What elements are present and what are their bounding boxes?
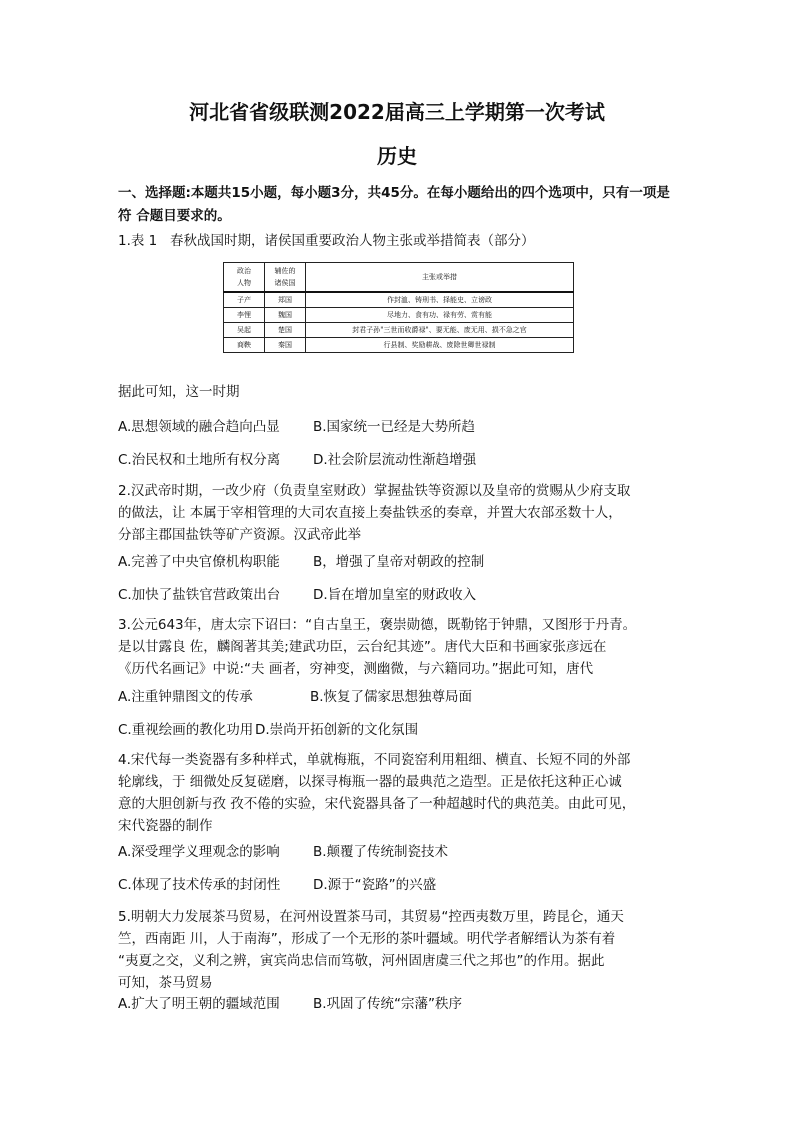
question-1-table (223, 262, 574, 353)
question-1-options-row-2 (118, 448, 476, 468)
question-1-options-row-1 (118, 415, 475, 435)
text-line: “夷夏之交，义利之辨，寅宾尚忠信而笃敬，河州固唐虞三代之邦也”的作用。据此 (118, 953, 605, 969)
question-3-stem (118, 614, 688, 680)
option-d[interactable]: D.社会阶层流动性渐趋增强 (313, 452, 477, 468)
table-cell-state: 秦国 (265, 338, 306, 353)
table-header-state (265, 263, 306, 293)
question-5-options-row-1 (118, 992, 462, 1012)
table-cell-person: 吴起 (224, 323, 265, 338)
table-cell-state: 魏国 (265, 308, 306, 323)
table-cell-state: 楚国 (265, 323, 306, 338)
option-b[interactable]: B.颠覆了传统制瓷技术 (313, 844, 449, 860)
question-1-stem: 据此可知，这一时期 (118, 384, 240, 400)
option-d[interactable]: D.崇尚开拓创新的文化氛围 (255, 722, 419, 738)
text-line: 4.宋代每一类瓷器有多种样式，单就梅瓶，不同瓷窑利用粗细、横直、长短不同的外部 (118, 752, 631, 768)
table-cell-person: 商鞅 (224, 338, 265, 353)
question-2-options-row-2 (118, 583, 476, 603)
table-cell-state: 郑国 (265, 292, 306, 308)
table-header-measures: 主张或举措 (306, 263, 574, 293)
option-b[interactable]: B.恢复了儒家思想独尊局面 (310, 689, 473, 705)
option-b[interactable]: B.国家统一已经是大势所趋 (313, 419, 476, 435)
question-1-caption: 春秋战国时期，诸侯国重要政治人物主张或举措简表（部分） (170, 233, 535, 249)
table-row (224, 292, 574, 308)
text-line: 是以甘露良 佐，麟阁著其美;建武功臣，云台纪其迹”。唐代大臣和书画家张彦远在 (118, 639, 607, 655)
option-d[interactable]: D.旨在增加皇室的财政收入 (313, 587, 477, 603)
question-2-stem (118, 480, 688, 546)
table-cell-measures: 封君子孙"三世而收爵禄"、要无能、废无用、损不急之官 (306, 323, 574, 338)
table-cell-measures: 行县制、奖励耕战、废除世卿世禄制 (306, 338, 574, 353)
option-a[interactable]: A.扩大了明王朝的疆域范围 (118, 996, 280, 1012)
table-header-person (224, 263, 265, 293)
question-3-options-row-2 (118, 718, 418, 738)
text-line: 3.公元643年，唐太宗下诏曰：“自古皇王，褒崇勋德，既勒铭于钟鼎，又图形于丹青。 (118, 617, 637, 633)
text-line: 分部主郡国盐铁等矿产资源。汉武帝此举 (118, 527, 361, 543)
header-text: 诸侯国 (274, 279, 296, 287)
option-a[interactable]: A.深受理学义理观念的影响 (118, 844, 280, 860)
option-b[interactable]: B.巩固了传统“宗藩”秩序 (313, 996, 463, 1012)
question-1-heading (118, 230, 535, 252)
question-4-options-row-1 (118, 840, 448, 860)
table-cell-person: 子产 (224, 292, 265, 308)
option-a[interactable]: A.完善了中央官僚机构职能 (118, 554, 280, 570)
option-a[interactable]: A.注重钟鼎图文的传承 (118, 689, 253, 705)
option-c[interactable]: C.体现了技术传承的封闭性 (118, 877, 281, 893)
text-line: 竺，西南距 川，人于南海”，形成了一个无形的茶叶疆域。明代学者解缙认为茶有着 (118, 931, 616, 947)
exam-title: 河北省省级联测2022届高三上学期第一次考试 (189, 100, 605, 124)
question-5-stem (118, 906, 688, 994)
option-a[interactable]: A.思想领域的融合趋向凸显 (118, 419, 280, 435)
text-line: 宋代瓷器的制作 (118, 818, 213, 834)
exam-subject: 历史 (377, 144, 417, 168)
table-cell-person: 李悝 (224, 308, 265, 323)
question-3-options-row-1 (118, 685, 472, 705)
option-c[interactable]: C.治民权和土地所有权分离 (118, 452, 281, 468)
table-row (224, 308, 574, 323)
text-line: 2.汉武帝时期，一改少府（负责皇室财政）掌握盐铁等资源以及皇帝的赏赐从少府支取 (118, 483, 631, 499)
header-text: 政治 (237, 267, 251, 275)
question-1-number: 1.表 1 (118, 233, 158, 249)
table-cell-measures: 作封洫、铸刑书、择能史、立谤政 (306, 292, 574, 308)
header-text: 人物 (237, 279, 251, 287)
text-line: 《历代名画记》中说:“夫 画者，穷神变，测幽微，与六籍同功。”据此可知，唐代 (118, 661, 594, 677)
option-b[interactable]: B，增强了皇帝对朝政的控制 (313, 554, 485, 570)
table-row (224, 323, 574, 338)
text-line: 的做法，让 本属于宰相管理的大司农直接上奏盐铁丞的奏章，并置大农部丞数十人， (118, 505, 622, 521)
question-4-options-row-2 (118, 873, 436, 893)
text-line: 意的大胆创新与孜 孜不倦的实验，宋代瓷器具备了一种超越时代的典范美。由此可见， (118, 796, 636, 812)
option-c[interactable]: C.加快了盐铁官营政策出台 (118, 587, 281, 603)
header-text: 辅佐的 (274, 267, 296, 275)
option-c[interactable]: C.重视绘画的教化功用 (118, 722, 254, 738)
question-2-options-row-1 (118, 550, 484, 570)
question-4-stem (118, 749, 688, 837)
table-cell-measures: 尽地力、食有功、禄有劳、赏有能 (306, 308, 574, 323)
table-row (224, 338, 574, 353)
text-line: 可知，茶马贸易 (118, 975, 213, 991)
option-d[interactable]: D.源于“瓷路”的兴盛 (313, 877, 437, 893)
text-line: 5.明朝大力发展茶马贸易，在河州设置茶马司，其贸易“控西夷数万里，跨昆仑，通天 (118, 909, 624, 925)
table-header-row (224, 263, 574, 293)
text-line: 轮廓线，于 细微处反复磋磨，以探寻梅瓶一器的最典范之造型。正是依托这种正心诚 (118, 774, 622, 790)
section-instructions: 一、选择题:本题共15小题，每小题3分，共45分。在每小题给出的四个选项中，只有一项是符 合题目要求的。 (118, 185, 670, 224)
